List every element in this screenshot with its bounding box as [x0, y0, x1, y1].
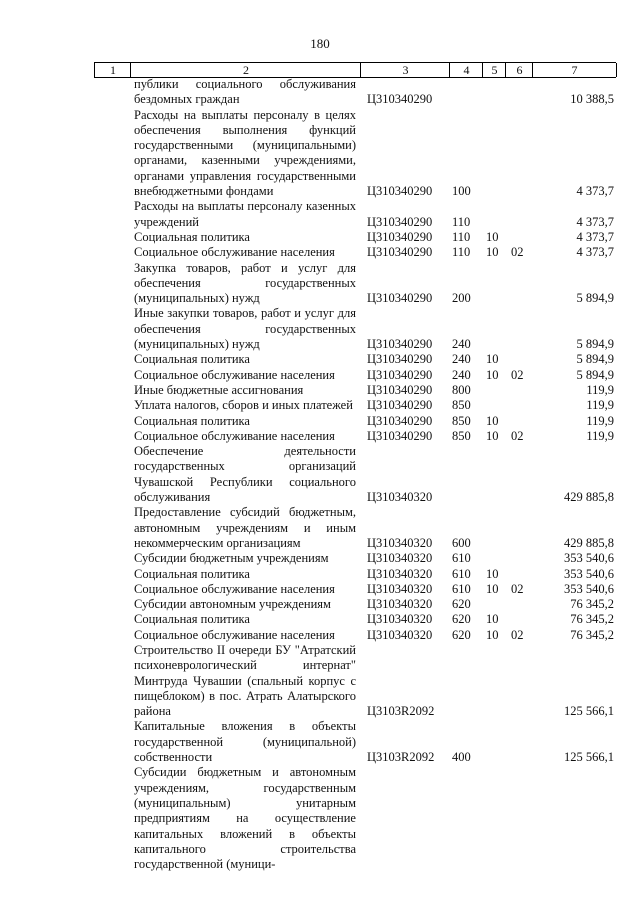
row-amount: 119,9 [586, 413, 614, 428]
row-name: Расходы на выплаты персоналу в целях обеспечения выполнения функций государственными (муниципальными) органами, казенными учреждениями, органами управления государственными внебюджетными фондами [134, 107, 356, 199]
row-code: Ц310340320 [367, 627, 433, 642]
row-code: Ц310340290 [367, 352, 433, 367]
row-expense-type: 240 [452, 367, 471, 382]
row-name: Субсидии бюджетным учреждениям [134, 551, 329, 566]
row-name: Социальное обслуживание населения [134, 581, 335, 596]
row-code: Ц310340290 [367, 291, 433, 306]
row-amount: 76 345,2 [570, 597, 614, 612]
row-section: 10 [486, 581, 499, 596]
row-section: 10 [486, 428, 499, 443]
row-expense-type: 110 [452, 229, 471, 244]
table-row [0, 306, 640, 352]
row-expense-type: 100 [452, 184, 471, 199]
row-code: Ц310340290 [367, 229, 433, 244]
table-row [0, 230, 640, 245]
row-amount: 5 894,9 [576, 291, 614, 306]
row-expense-type: 240 [452, 352, 471, 367]
row-amount: 5 894,9 [576, 367, 614, 382]
row-code: Ц3103R2092 [367, 704, 435, 719]
row-amount: 353 540,6 [564, 581, 614, 596]
row-code: Ц310340290 [367, 413, 433, 428]
row-name: Социальная политика [134, 229, 250, 244]
row-code: Ц310340290 [367, 214, 433, 229]
row-expense-type: 110 [452, 245, 471, 260]
table-row [0, 429, 640, 444]
row-expense-type: 850 [452, 428, 471, 443]
table-row [0, 383, 640, 398]
row-name: Субсидии бюджетным и автономным учреждениям, государственным (муниципальным) унитарным предприятиям на осуществление капитальных вложений в объекты капитального строительства государственной (муници- [134, 765, 356, 872]
row-amount: 119,9 [586, 428, 614, 443]
row-expense-type: 200 [452, 291, 471, 306]
table-row [0, 414, 640, 429]
header-col-4: 4 [449, 63, 483, 77]
row-name: Социальная политика [134, 612, 250, 627]
row-amount: 4 373,7 [576, 245, 614, 260]
row-name: Социальная политика [134, 413, 250, 428]
table-row [0, 398, 640, 413]
row-amount: 76 345,2 [570, 612, 614, 627]
row-amount: 5 894,9 [576, 337, 614, 352]
row-section: 10 [486, 367, 499, 382]
row-expense-type: 620 [452, 627, 471, 642]
row-code: Ц310340290 [367, 428, 433, 443]
row-code: Ц310340320 [367, 581, 433, 596]
table-row [0, 199, 640, 230]
row-amount: 429 885,8 [564, 535, 614, 550]
row-name: Уплата налогов, сборов и иных платежей [134, 398, 353, 413]
row-subsection: 02 [511, 367, 524, 382]
row-subsection: 02 [511, 428, 524, 443]
table-row [0, 643, 640, 719]
table-row [0, 505, 640, 551]
table-row [0, 765, 640, 872]
row-code: Ц310340290 [367, 367, 433, 382]
header-col-6: 6 [505, 63, 533, 77]
page-number: 180 [310, 36, 330, 51]
row-section: 10 [486, 352, 499, 367]
row-name: Капитальные вложения в объекты государственной (муниципальной) собственности [134, 719, 356, 765]
row-name: публики социального обслуживания бездомных граждан [134, 77, 356, 107]
row-section: 10 [486, 245, 499, 260]
table-row [0, 719, 640, 765]
row-expense-type: 600 [452, 535, 471, 550]
row-expense-type: 610 [452, 551, 471, 566]
row-expense-type: 850 [452, 398, 471, 413]
table-row [0, 444, 640, 505]
header-col-3: 3 [360, 63, 450, 77]
row-amount: 4 373,7 [576, 214, 614, 229]
row-name: Закупка товаров, работ и услуг для обеспечения государственных (муниципальных) нужд [134, 260, 356, 306]
row-code: Ц310340290 [367, 245, 433, 260]
row-amount: 76 345,2 [570, 627, 614, 642]
row-expense-type: 610 [452, 566, 471, 581]
header-col-2: 2 [130, 63, 361, 77]
row-expense-type: 620 [452, 597, 471, 612]
row-code: Ц310340320 [367, 612, 433, 627]
header-col-1: 1 [94, 63, 131, 77]
row-code: Ц310340290 [367, 184, 433, 199]
row-expense-type: 110 [452, 214, 471, 229]
table-row [0, 582, 640, 597]
row-code: Ц310340320 [367, 597, 433, 612]
table-row [0, 108, 640, 200]
row-subsection: 02 [511, 245, 524, 260]
row-code: Ц310340290 [367, 382, 433, 397]
row-amount: 5 894,9 [576, 352, 614, 367]
table-row [0, 612, 640, 627]
row-expense-type: 800 [452, 382, 471, 397]
row-expense-type: 850 [452, 413, 471, 428]
row-name: Социальная политика [134, 352, 250, 367]
row-code: Ц310340320 [367, 551, 433, 566]
row-name: Расходы на выплаты персоналу казенных учреждений [134, 199, 356, 229]
row-section: 10 [486, 612, 499, 627]
header-col-5: 5 [482, 63, 506, 77]
row-code: Ц310340290 [367, 337, 433, 352]
row-section: 10 [486, 627, 499, 642]
row-amount: 4 373,7 [576, 184, 614, 199]
row-amount: 119,9 [586, 398, 614, 413]
row-section: 10 [486, 229, 499, 244]
row-amount: 119,9 [586, 382, 614, 397]
row-amount: 4 373,7 [576, 229, 614, 244]
row-code: Ц310340290 [367, 92, 433, 107]
row-amount: 353 540,6 [564, 551, 614, 566]
row-name: Строительство II очереди БУ "Атратский психоневрологический интернат" Минтруда Чувашии (спальный корпус с пищеблоком) в пос. Атрать Алатырского района [134, 642, 356, 719]
row-section: 10 [486, 413, 499, 428]
row-amount: 10 388,5 [570, 92, 614, 107]
row-name: Социальное обслуживание населения [134, 367, 335, 382]
table-body [0, 77, 640, 872]
row-expense-type: 620 [452, 612, 471, 627]
row-code: Ц3103R2092 [367, 750, 435, 765]
row-section: 10 [486, 566, 499, 581]
table-row [0, 551, 640, 566]
table-row [0, 261, 640, 307]
row-expense-type: 610 [452, 581, 471, 596]
table-row [0, 245, 640, 260]
table-row [0, 628, 640, 643]
row-subsection: 02 [511, 627, 524, 642]
row-amount: 125 566,1 [564, 750, 614, 765]
row-name: Социальная политика [134, 566, 250, 581]
table-row [0, 567, 640, 582]
row-name: Социальное обслуживание населения [134, 428, 335, 443]
row-amount: 125 566,1 [564, 704, 614, 719]
row-name: Иные закупки товаров, работ и услуг для обеспечения государственных (муниципальных) нужд [134, 306, 356, 352]
row-name: Субсидии автономным учреждениям [134, 597, 331, 612]
table-row [0, 352, 640, 367]
row-name: Социальное обслуживание населения [134, 627, 335, 642]
header-col-7: 7 [532, 63, 617, 77]
table-row [0, 77, 640, 108]
row-expense-type: 240 [452, 337, 471, 352]
row-code: Ц310340320 [367, 566, 433, 581]
row-name: Социальное обслуживание населения [134, 245, 335, 260]
table-header [94, 62, 616, 78]
row-expense-type: 400 [452, 750, 471, 765]
table-row [0, 597, 640, 612]
row-amount: 353 540,6 [564, 566, 614, 581]
row-name: Обеспечение деятельности государственных организаций Чувашской Республики социального обслуживания [134, 444, 356, 505]
row-code: Ц310340290 [367, 398, 433, 413]
row-amount: 429 885,8 [564, 490, 614, 505]
row-code: Ц310340320 [367, 490, 433, 505]
row-subsection: 02 [511, 581, 524, 596]
table-row [0, 368, 640, 383]
row-name: Предоставление субсидий бюджетным, автономным учреждениям и иным некоммерческим организациям [134, 505, 356, 550]
row-code: Ц310340320 [367, 535, 433, 550]
row-name: Иные бюджетные ассигнования [134, 382, 304, 397]
